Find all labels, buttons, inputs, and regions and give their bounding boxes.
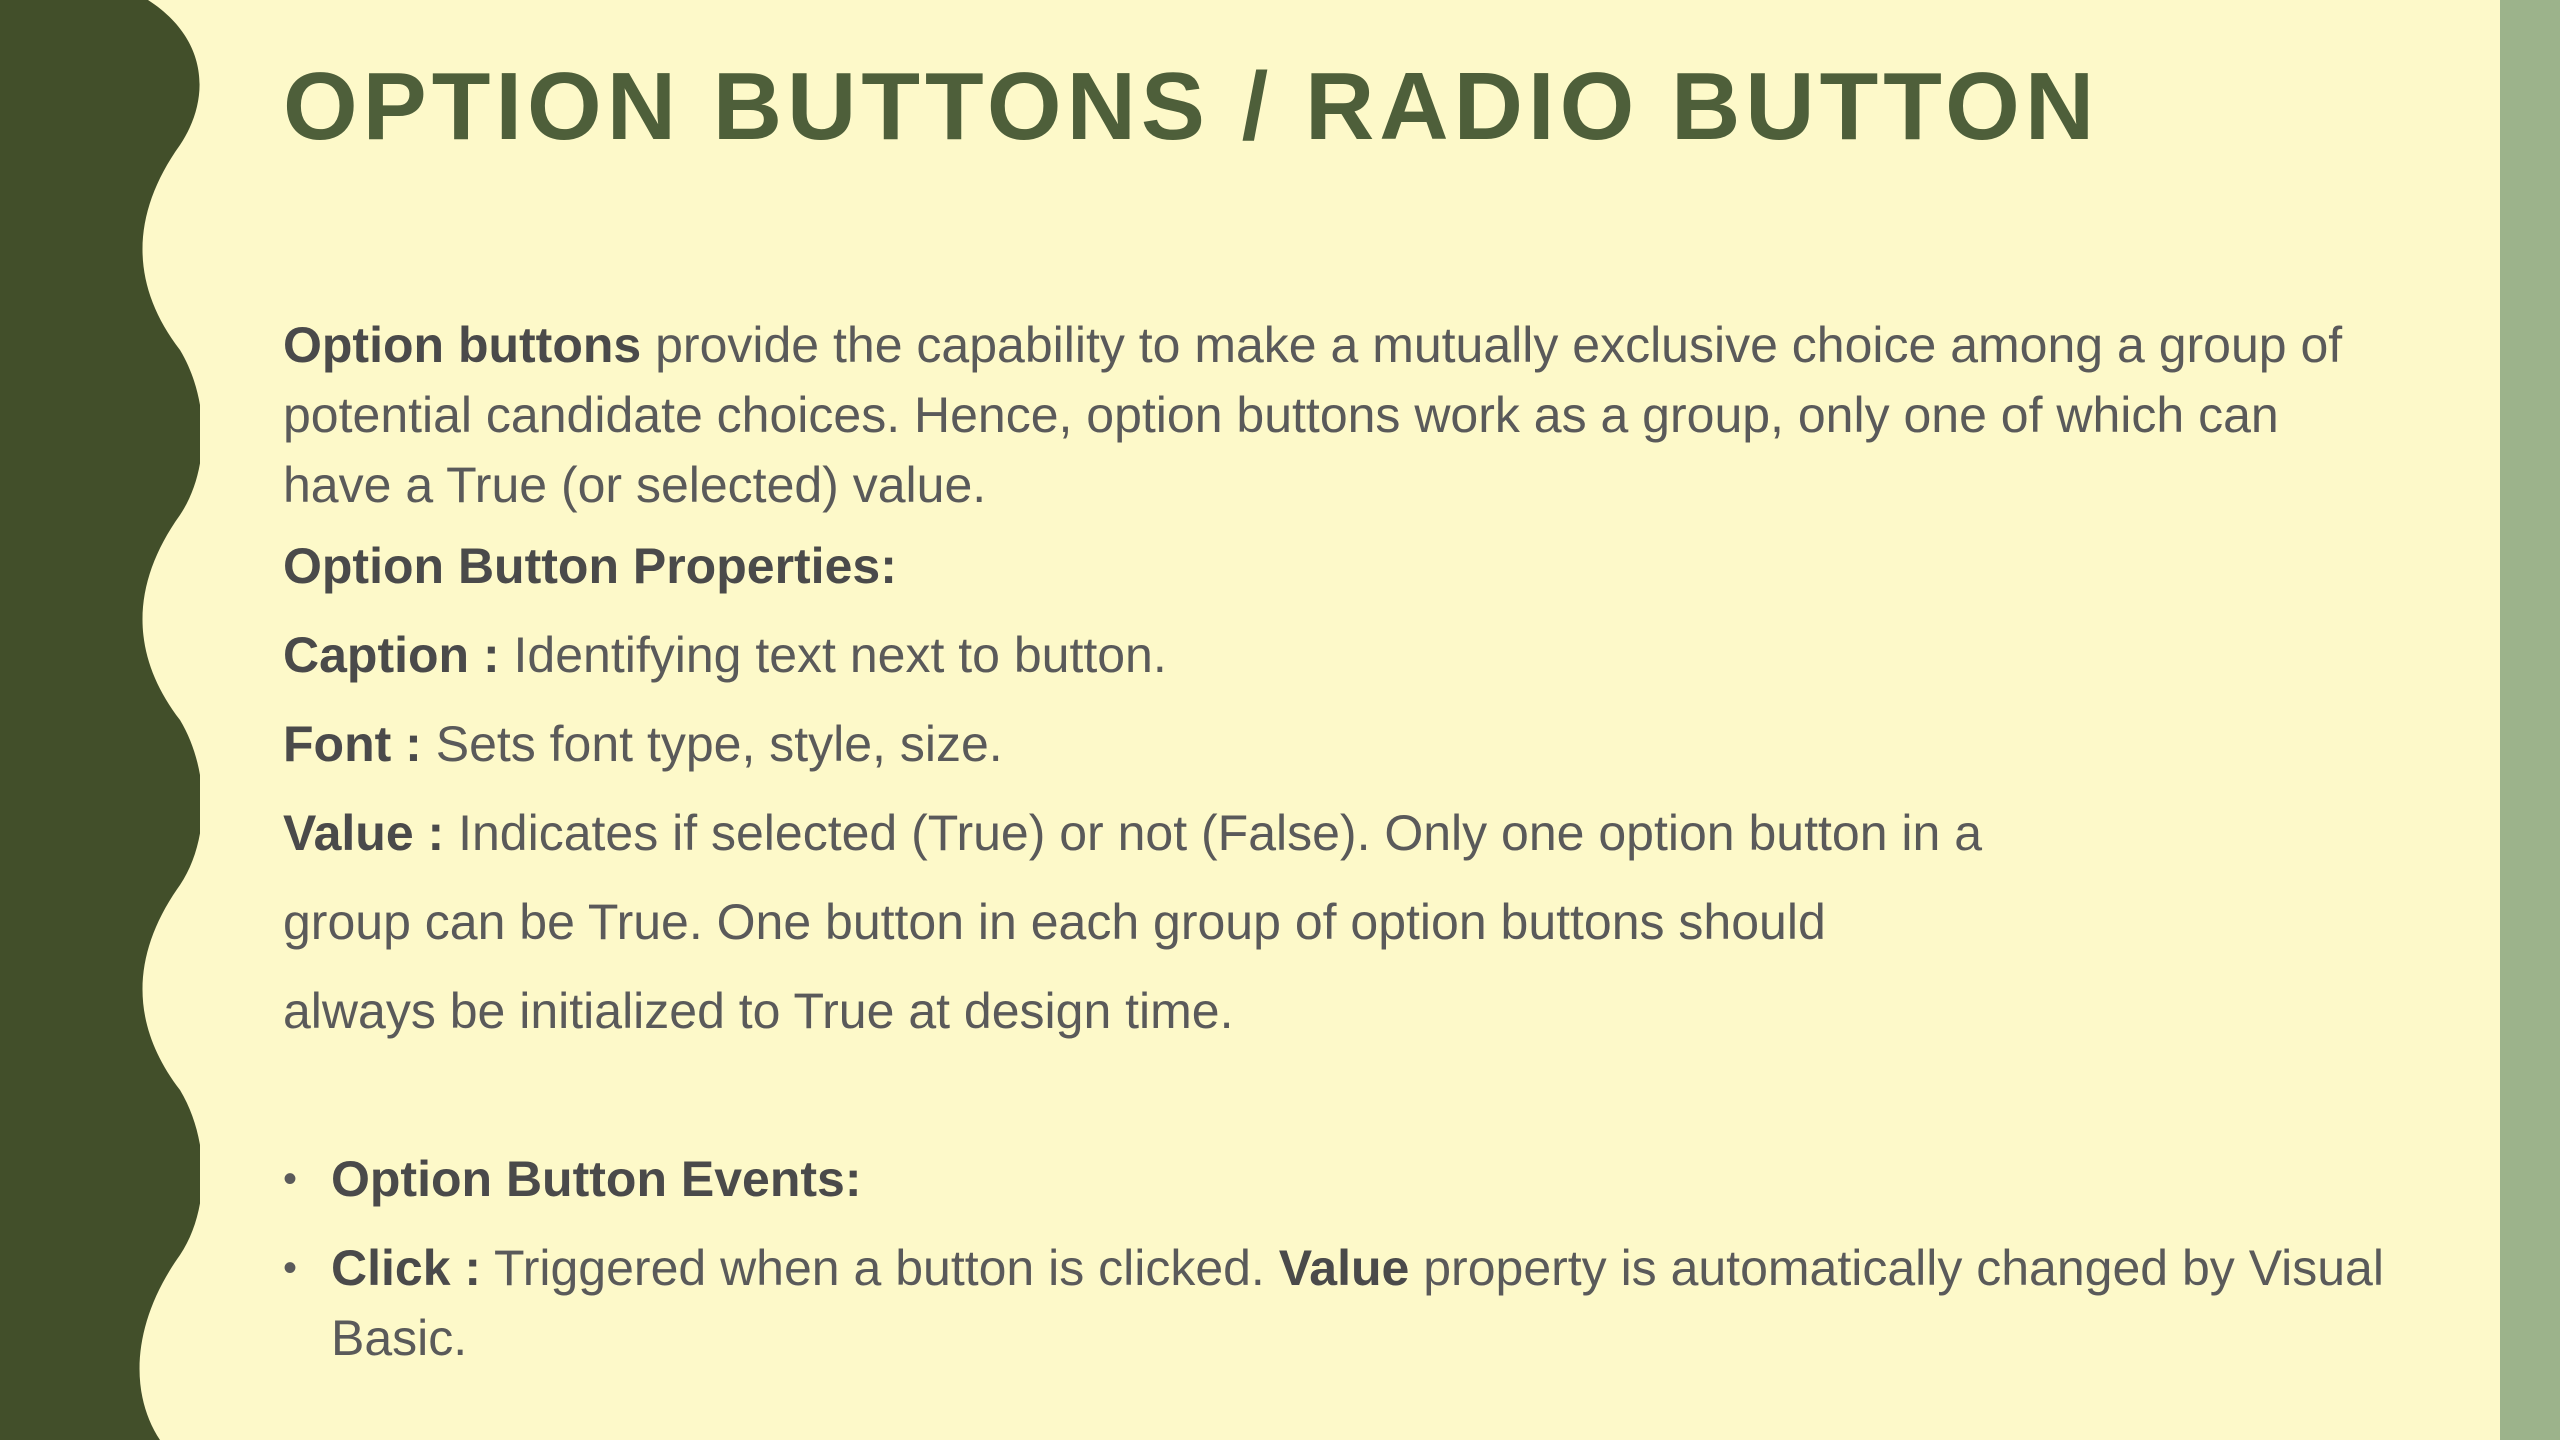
property-label: Caption : <box>283 627 500 683</box>
property-caption <box>283 611 2393 700</box>
intro-bold: Option buttons <box>283 317 642 373</box>
property-text: Identifying text next to button. <box>499 627 1167 683</box>
property-label: Font : <box>283 716 422 772</box>
property-font <box>283 700 2393 789</box>
property-value <box>283 789 2393 878</box>
event-label: Click : <box>331 1240 482 1296</box>
slide-title: OPTION BUTTONS / RADIO BUTTON <box>283 53 2100 160</box>
intro-paragraph <box>283 310 2393 520</box>
property-label: Value : <box>283 805 445 861</box>
intro-text: provide the capability to make a mutually exclusive choice among a group of potential candidate choices. Hence, option buttons work as a group, only one of which can have a True (or selected) value. <box>283 317 2343 513</box>
bullet-events-heading: • Option Button Events: <box>283 1144 2393 1214</box>
bullet-icon: • <box>283 1246 298 1290</box>
property-text: Indicates if selected (True) or not (False). Only one option button in a <box>444 805 1983 861</box>
bullet-icon: • <box>283 1157 298 1201</box>
slide-body <box>283 310 2393 1373</box>
value-continuation-line: always be initialized to True at design time. <box>283 983 1234 1039</box>
property-text: Sets font type, style, size. <box>421 716 1003 772</box>
right-accent-band <box>2500 0 2560 1440</box>
value-continuation-line: group can be True. One button in each group of option buttons should <box>283 894 1826 950</box>
left-wavy-band <box>0 0 200 1440</box>
bullet-click-event: • Click : Triggered when a button is clicked. Value property is automatically changed by Visual Basic. <box>283 1233 2393 1373</box>
properties-heading: Option Button Properties: <box>283 538 897 594</box>
